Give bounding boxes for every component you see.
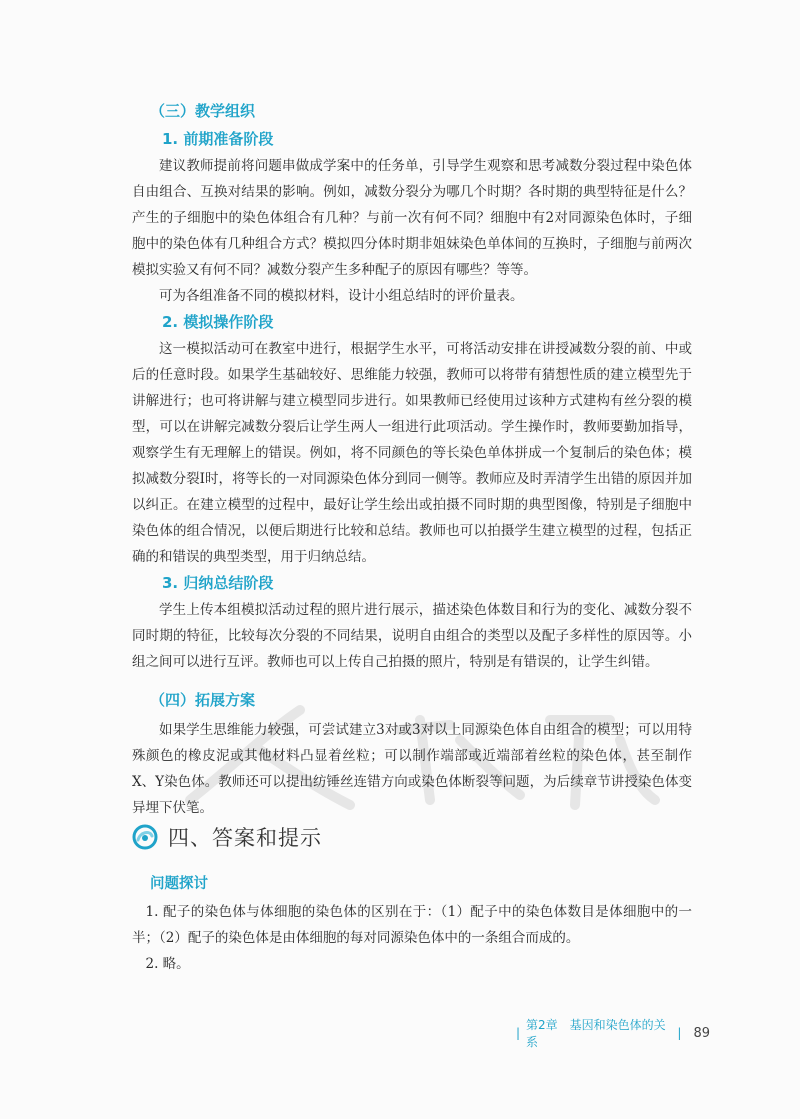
page-footer [510, 1018, 710, 1049]
paragraph: 学生上传本组模拟活动过程的照片进行展示，描述染色体数目和行为的变化、减数分裂不同时期的特征，比较每次分裂的不同结果，说明自由组合的类型以及配子多样性的原因等。小组之间可以进行互评。教师也可以上传自己拍摄的照片，特别是有错误的，让学生纠错。 [132, 602, 692, 670]
swirl-icon [132, 824, 158, 850]
stage-title-simulation: 2. 模拟操作阶段 [162, 313, 274, 331]
answers-title: 四、答案和提示 [168, 826, 322, 850]
answers-section [132, 873, 692, 977]
answer-item: 1. 配子的染色体与体细胞的染色体的区别在于：（1）配子中的染色体数目是体细胞中的一半；（2）配子的染色体是由体细胞的每对同源染色体中的一条组合而成的。 [132, 904, 692, 946]
teaching-organization-section [132, 100, 692, 821]
page-number: 89 [693, 1025, 710, 1041]
stage-title-preparation: 1. 前期准备阶段 [162, 130, 274, 148]
subtitle-question-discussion: 问题探讨 [150, 876, 208, 892]
paragraph: 建议教师提前将问题串做成学案中的任务单，引导学生观察和思考减数分裂过程中染色体自由组合、互换对结果的影响。例如，减数分裂分为哪几个时期？各时期的典型特征是什么？产生的子细胞中的染色体组合有几种？与前一次有何不同？细胞中有2对同源染色体时，子细胞中的染色体有几种组合方式？模拟四分体时期非姐妹染色单体间的互换时，子细胞与前两次模拟实验又有何不同？减数分裂产生多种配子的原因有哪些？等等。 [132, 158, 692, 278]
paragraph: 这一模拟活动可在教室中进行，根据学生水平，可将活动安排在讲授减数分裂的前、中或后的任意时段。如果学生基础较好、思维能力较强，教师可以将带有猜想性质的建立模型先于讲解进行；也可将讲解与建立模型同步进行。如果教师已经使用过该种方式建构有丝分裂的模型，可以在讲解完减数分裂后让学生两人一组进行此项活动。学生操作时，教师要勤加指导，观察学生有无理解上的错误。例如，将不同颜色的等长染色单体拼成一个复制后的染色体；模拟减数分裂Ⅰ时，将等长的一对同源染色体分到同一侧等。教师应及时弄清学生出错的原因并加以纠正。在建立模型的过程中，最好让学生绘出或拍摄不同时期的典型图像，特别是子细胞中染色体的组合情况，以便后期进行比较和总结。教师也可以拍摄学生建立模型的过程，包括正确的和错误的典型类型，用于归纳总结。 [132, 341, 692, 565]
stage-title-summary: 3. 归纳总结阶段 [162, 574, 274, 592]
section-title-extension: （四）拓展方案 [150, 691, 256, 709]
answer-item: 2. 略。 [145, 956, 190, 972]
answers-heading [132, 820, 322, 854]
footer-divider: | [516, 1026, 521, 1040]
footer-chapter: 第2章 基因和染色体的关系 [526, 1018, 666, 1049]
footer-divider: | [677, 1026, 682, 1040]
paragraph: 可为各组准备不同的模拟材料，设计小组总结时的评价量表。 [159, 288, 524, 304]
spacer [132, 675, 692, 689]
section-title-teaching-organization: （三）教学组织 [150, 102, 256, 120]
paragraph: 如果学生思维能力较强，可尝试建立3对或3对以上同源染色体自由组合的模型；可以用特殊颜色的橡皮泥或其他材料凸显着丝粒；可以制作端部或近端部着丝粒的染色体，甚至制作X、Y染色体。教师还可以提出纺锤丝连错方向或染色体断裂等问题，为后续章节讲授染色体变异埋下伏笔。 [132, 722, 692, 816]
